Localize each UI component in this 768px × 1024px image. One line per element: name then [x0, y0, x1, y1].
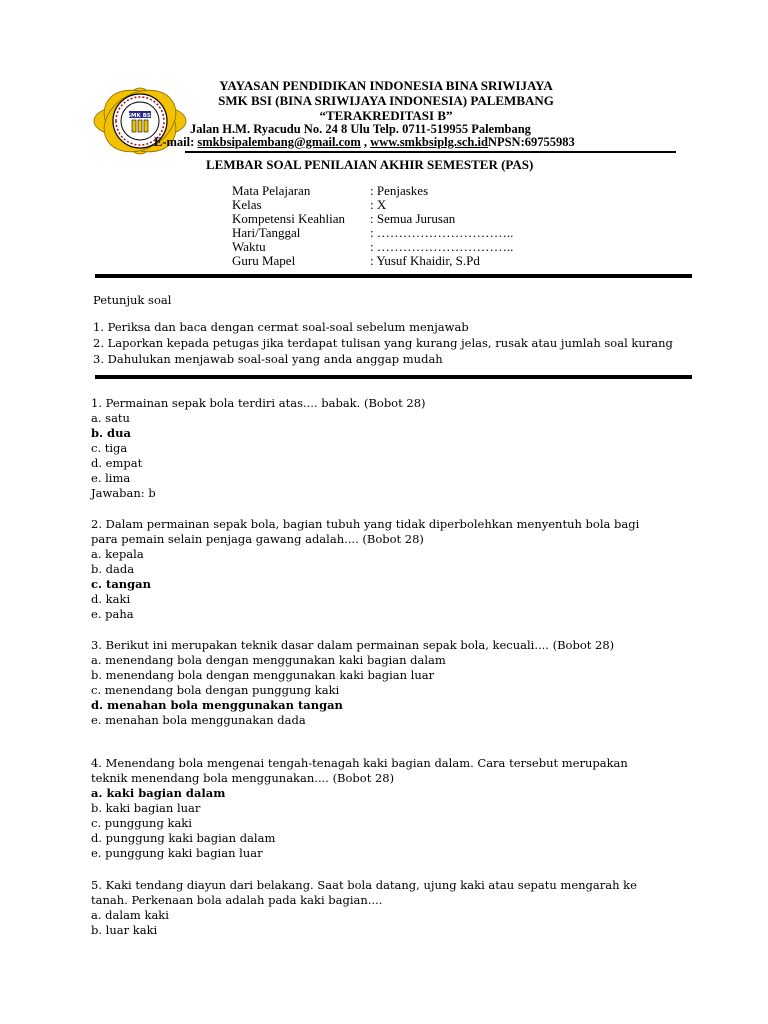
option-correct: d. menahan bola menggunakan tangan [91, 698, 343, 712]
option-correct: a. kaki bagian dalam [91, 786, 226, 800]
email-link[interactable]: smkbsipalembang@gmail.com [197, 135, 361, 149]
email-label: E-mail: [154, 135, 198, 149]
npsn: NPSN:69755983 [487, 135, 575, 149]
info-row: Waktu : ………………………….. [232, 239, 514, 254]
option: b. luar kaki [91, 923, 158, 937]
option-correct: b. dua [91, 426, 131, 440]
question-text: 3. Berikut ini merupakan teknik dasar dalam permainan sepak bola, kecuali.... (Bobot 28) [91, 638, 615, 652]
question-3 [91, 638, 614, 728]
question-text: para pemain selain penjaga gawang adalah.... (Bobot 28) [91, 532, 424, 546]
option: a. satu [91, 411, 130, 425]
option: e. paha [91, 607, 134, 621]
school-address: Jalan H.M. Ryacudu No. 24 8 Ulu Telp. 0711-519955 Palembang [190, 122, 531, 136]
question-text: 1. Permainan sepak bola terdiri atas.... babak. (Bobot 28) [91, 396, 426, 410]
option: b. dada [91, 562, 135, 576]
instructions-title: Petunjuk soal [93, 293, 172, 307]
question-text: 2. Dalam permainan sepak bola, bagian tubuh yang tidak diperbolehkan menyentuh bola bagi [91, 517, 640, 531]
instruction-item: 1. Periksa dan baca dengan cermat soal-soal sebelum menjawab [93, 320, 469, 334]
instruction-item: 3. Dahulukan menjawab soal-soal yang anda anggap mudah [93, 352, 443, 366]
option: a. menendang bola dengan menggunakan kaki bagian dalam [91, 653, 446, 667]
question-text: 4. Menendang bola mengenai tengah-tenagah kaki bagian dalam. Cara tersebut merupakan [91, 756, 628, 770]
doc-title: LEMBAR SOAL PENILAIAN AKHIR SEMESTER (PAS) [206, 157, 534, 172]
svg-text:SMK BSI: SMK BSI [127, 113, 153, 119]
option: e. lima [91, 471, 131, 485]
info-row: Mata Pelajaran : Penjaskes [232, 183, 429, 198]
option-correct: c. tangan [91, 577, 151, 591]
website-link[interactable]: www.smkbsiplg.sch.id [370, 135, 488, 149]
option: a. kepala [91, 547, 144, 561]
question-1 [91, 396, 426, 501]
option: c. tiga [91, 441, 128, 455]
info-row: Guru Mapel : Yusuf Khaidir, S.Pd [232, 253, 480, 268]
school-name: SMK BSI (BINA SRIWIJAYA INDONESIA) PALEMBANG [218, 93, 554, 108]
option: d. empat [91, 456, 143, 470]
option: d. punggung kaki bagian dalam [91, 831, 276, 845]
option: e. menahan bola menggunakan dada [91, 713, 306, 727]
info-row: Hari/Tanggal : ………………………….. [232, 225, 514, 240]
question-text: teknik menendang bola menggunakan.... (Bobot 28) [91, 771, 395, 785]
info-divider [95, 274, 692, 278]
option: b. menendang bola dengan menggunakan kaki bagian luar [91, 668, 435, 682]
question-5 [91, 878, 637, 938]
option: e. punggung kaki bagian luar [91, 846, 263, 860]
answer-key: Jawaban: b [91, 486, 156, 500]
question-text: tanah. Perkenaan bola adalah pada kaki bagian.... [91, 893, 383, 907]
header-divider [185, 151, 676, 153]
info-row: Kelas : X [232, 197, 387, 212]
question-2 [91, 517, 639, 622]
instruction-item: 2. Laporkan kepada petugas jika terdapat tulisan yang kurang jelas, rusak atau jumlah soal kurang [93, 336, 673, 350]
option: c. menendang bola dengan punggung kaki [91, 683, 340, 697]
contact-line: E-mail: smkbsipalembang@gmail.com , www.smkbsiplg.sch.idNPSN:69755983 [154, 135, 575, 149]
accreditation: “TERAKREDITASI B” [319, 108, 453, 123]
option: a. dalam kaki [91, 908, 169, 922]
question-text: 5. Kaki tendang diayun dari belakang. Saat bola datang, ujung kaki atau sepatu mengarah ke [91, 878, 637, 892]
instructions-divider [95, 375, 692, 379]
option: c. punggung kaki [91, 816, 192, 830]
foundation-name: YAYASAN PENDIDIKAN INDONESIA BINA SRIWIJAYA [219, 78, 553, 93]
option: d. kaki [91, 592, 131, 606]
question-4 [91, 756, 628, 861]
info-row: Kompetensi Keahlian : Semua Jurusan [232, 211, 456, 226]
option: b. kaki bagian luar [91, 801, 201, 815]
